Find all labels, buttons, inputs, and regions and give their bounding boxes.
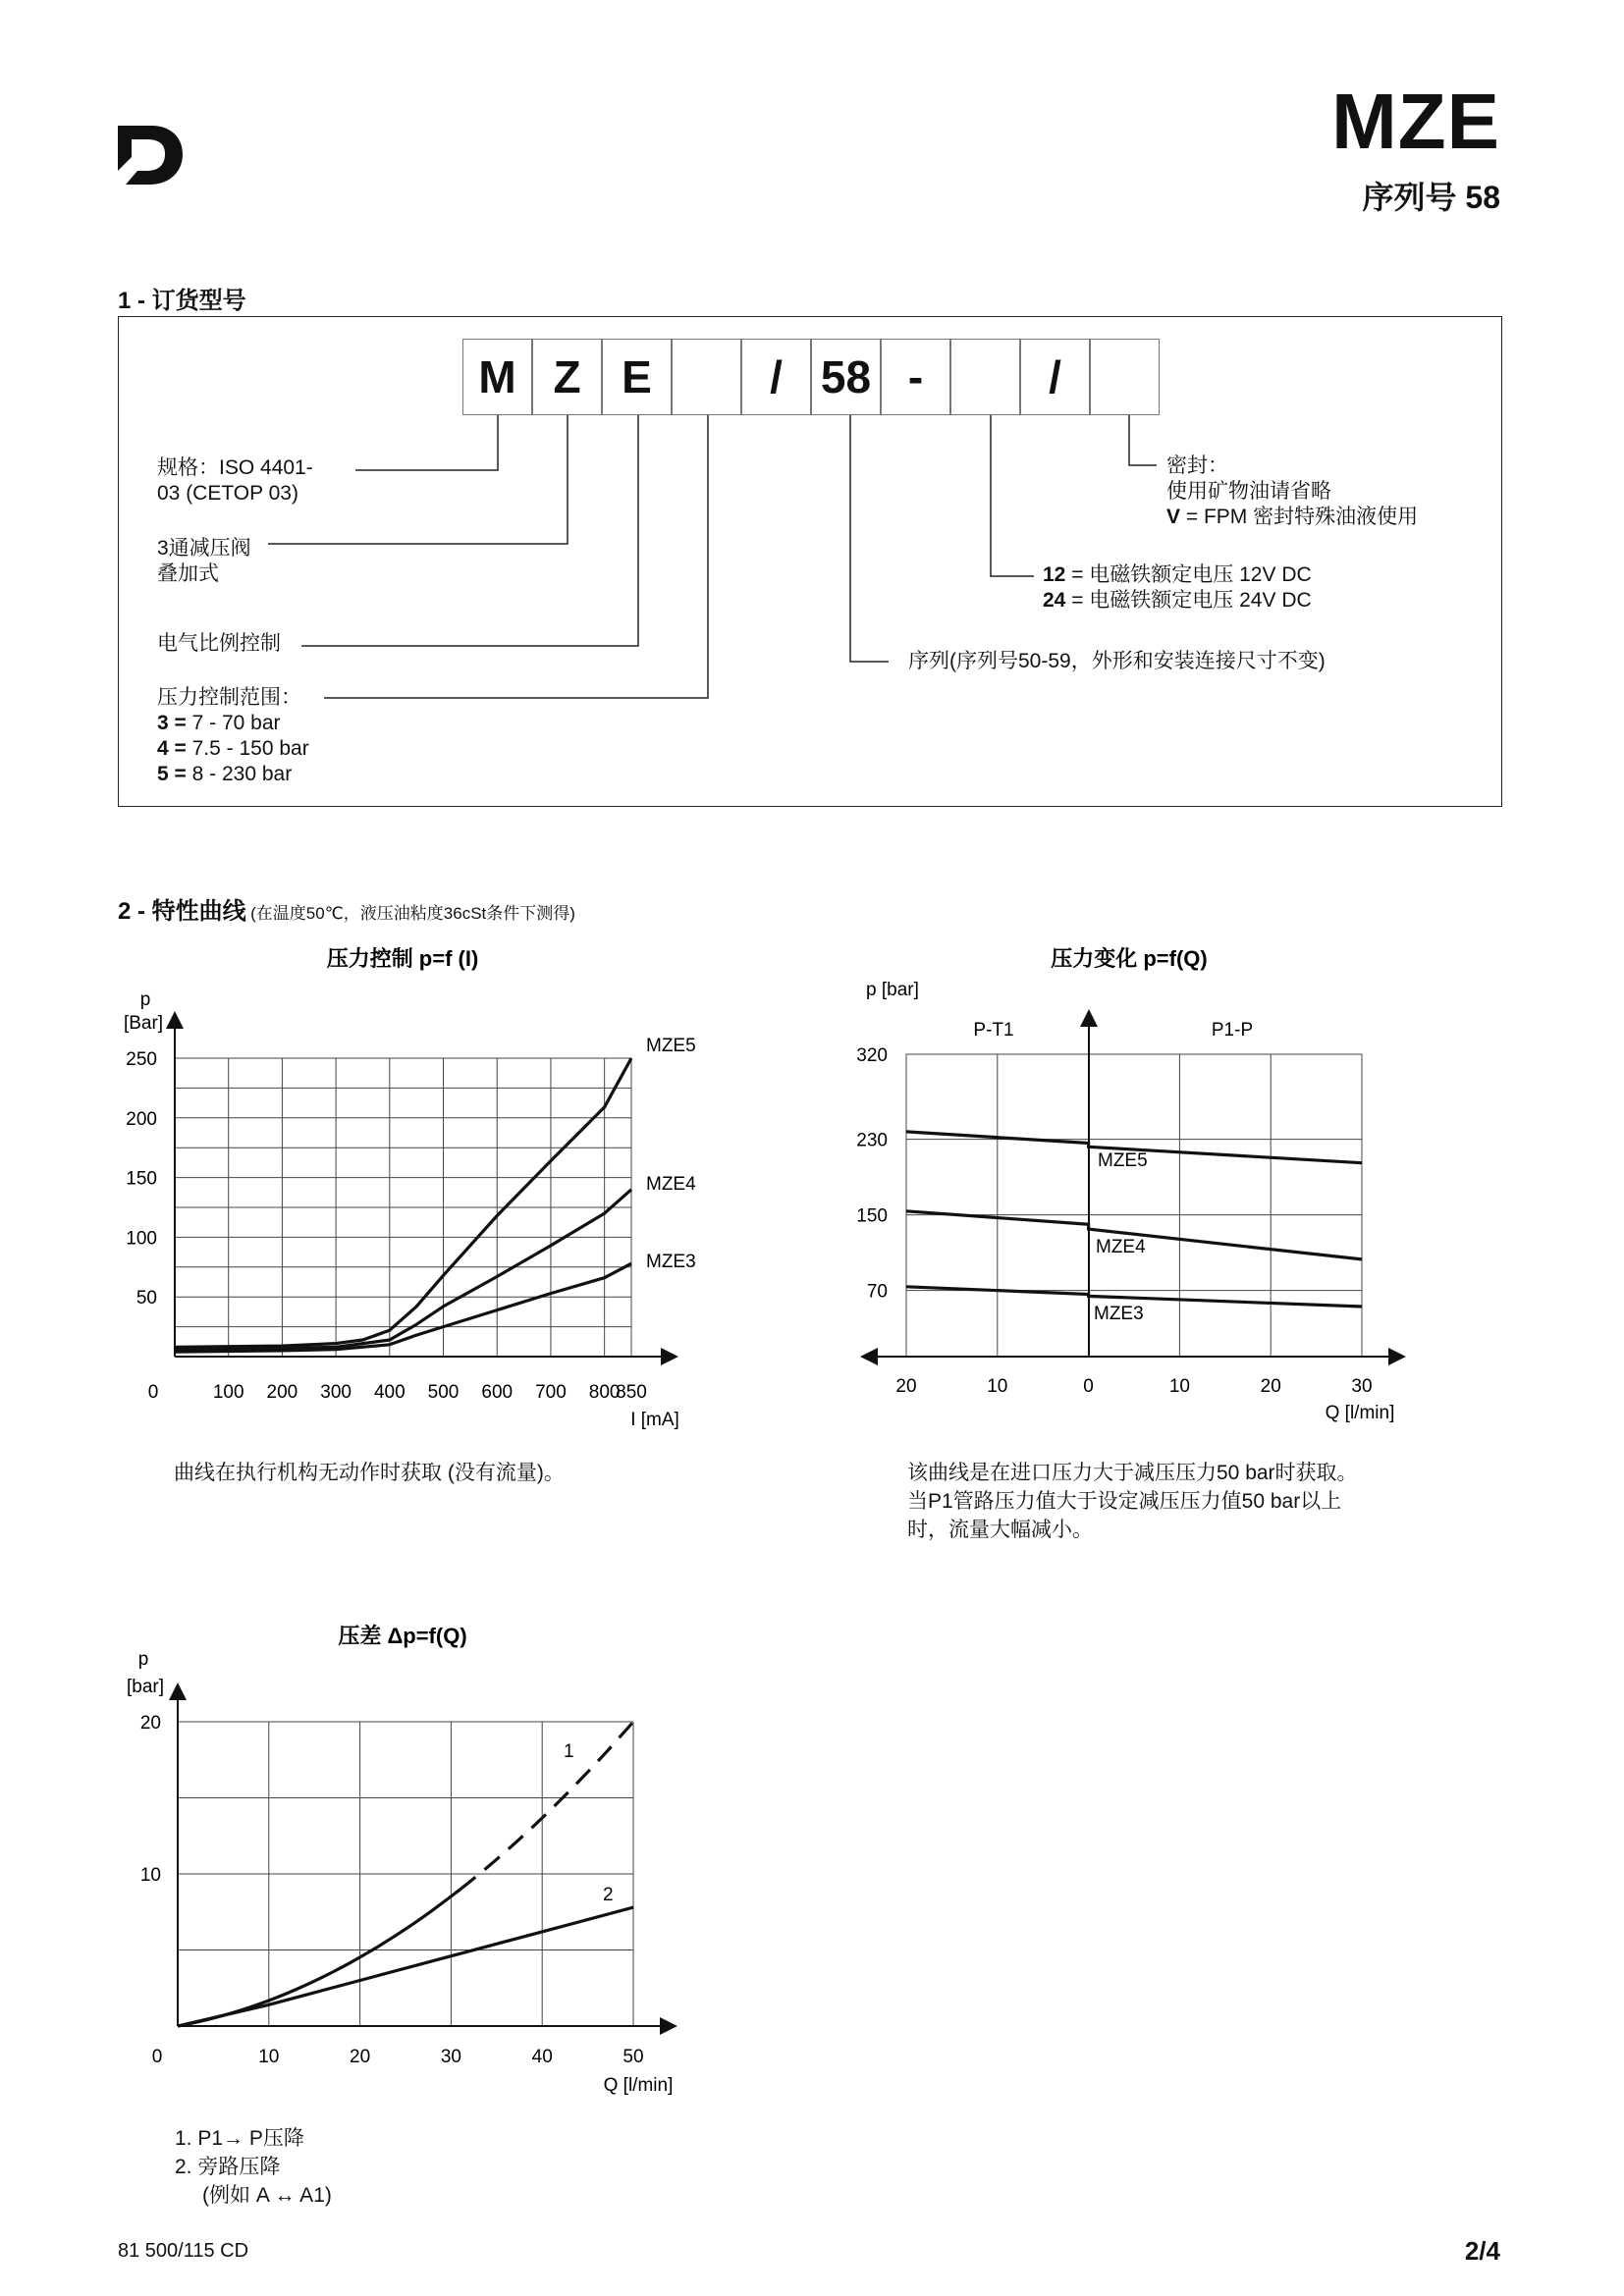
y-tick-label: 70	[866, 1281, 888, 1303]
y-axis-arrow	[169, 1682, 187, 1700]
x-tick-label: 500	[427, 1382, 460, 1403]
chart-pressure-vs-flow	[825, 933, 1434, 1443]
y-axis-label: p	[137, 1649, 149, 1670]
x-tick-label: 30	[1351, 1376, 1373, 1397]
section2-note: (在温度50℃，液压油粘度36cSt条件下测得)	[250, 904, 575, 923]
section2-heading	[118, 891, 575, 926]
y-axis-label: p [bar]	[866, 980, 919, 1000]
series-label: MZE4	[646, 1174, 696, 1195]
y-tick-label: 20	[139, 1713, 161, 1734]
x-tick-label: 30	[440, 2047, 461, 2067]
chart2-note: 该曲线是在进口压力大于减压压力50 bar时获取。 当P1管路压力值大于设定减压压力值50 bar以上 时，流量大幅减小。	[907, 1462, 1358, 1541]
x-tick-label: 600	[481, 1382, 514, 1403]
y-axis-label: [Bar]	[123, 1013, 164, 1034]
chart3-legend: 1. P1→ P压降 2. 旁路压降 (例如 A ↔ A1)	[175, 2127, 332, 2207]
x-tick-label: 200	[266, 1382, 298, 1403]
x-axis-arrow	[661, 1348, 678, 1365]
seal-label: 密封： 使用矿物油请省略 V = FPM 密封特殊油液使用	[1166, 454, 1419, 528]
y-tick-label: 230	[856, 1130, 888, 1151]
x-tick-label: 40	[531, 2047, 553, 2067]
series-number: 序列号 58	[1362, 180, 1500, 215]
x-tick-label: 300	[320, 1382, 352, 1403]
pressure-range-label: 压力控制范围： 3 = 7 - 70 bar 4 = 7.5 - 150 bar 5 = 8 - 230 bar	[157, 686, 309, 785]
size-label: 规格：ISO 4401- 03 (CETOP 03)	[157, 456, 313, 505]
x-tick-label: 20	[1260, 1376, 1281, 1397]
x-axis-label: I [mA]	[630, 1410, 679, 1430]
series-line-mze4	[175, 1190, 631, 1350]
y-axis-arrow	[166, 1011, 184, 1029]
chart-pressure-vs-current	[98, 933, 727, 1443]
code-cell: /	[1020, 339, 1090, 415]
x-tick-label: 0	[1083, 1376, 1094, 1397]
x-tick-label: 0	[147, 1382, 159, 1403]
y-axis-arrow	[1080, 1009, 1098, 1027]
chart-title: 压力控制 p=f (I)	[326, 946, 479, 971]
x-tick-label: 10	[1168, 1376, 1190, 1397]
code-cell: 58	[811, 339, 881, 415]
x-axis-arrow	[660, 2017, 677, 2035]
y-tick-label: 150	[126, 1168, 157, 1190]
x-tick-label: 10	[258, 2047, 280, 2067]
code-cell: Z	[532, 339, 602, 415]
x-tick-label: 800	[588, 1382, 621, 1403]
code-cell: E	[602, 339, 672, 415]
y-tick-label: 250	[126, 1049, 157, 1070]
series-line-1-solid	[178, 1890, 460, 2026]
series-note-label: 序列(序列号50-59，外形和安装连接尺寸不变)	[908, 650, 1326, 672]
valve-type-label: 3通减压阀 叠加式	[157, 537, 251, 585]
code-cell: M	[462, 339, 532, 415]
x-tick-label: 700	[535, 1382, 567, 1403]
region-label: P1-P	[1211, 1020, 1254, 1041]
chart-title: 压力变化 p=f(Q)	[1051, 946, 1208, 971]
series-line-mze5	[175, 1058, 631, 1347]
chart-pressure-drop-vs-flow	[98, 1610, 707, 2110]
series-line-mze3	[175, 1263, 631, 1352]
region-label: P-T1	[973, 1020, 1014, 1041]
series-label: MZE4	[1096, 1237, 1146, 1257]
series-label: 2	[603, 1885, 614, 1905]
x-tick-label: 20	[350, 2047, 371, 2067]
document-code: 81 500/115 CD	[118, 2240, 249, 2262]
code-cell: /	[741, 339, 811, 415]
product-code: MZE	[1331, 78, 1500, 165]
y-tick-label: 100	[126, 1228, 157, 1250]
x-tick-label: 400	[373, 1382, 406, 1403]
x-axis-label: Q [l/min]	[603, 2075, 674, 2096]
code-cell: -	[881, 339, 950, 415]
y-tick-label: 50	[135, 1288, 157, 1309]
x-tick-label: 50	[623, 2047, 644, 2067]
y-axis-label: p	[139, 989, 151, 1010]
x-tick-label: 10	[987, 1376, 1008, 1397]
x-tick-label: 20	[895, 1376, 917, 1397]
page-number: 2/4	[1464, 2236, 1500, 2266]
x-axis-arrow-left	[860, 1348, 878, 1365]
y-tick-label: 320	[856, 1045, 888, 1066]
y-tick-label: 200	[126, 1108, 157, 1130]
x-axis-label: Q [l/min]	[1325, 1403, 1395, 1423]
section2-title: 2 - 特性曲线	[118, 898, 246, 925]
chart1-note: 曲线在执行机构无动作时获取 (没有流量)。	[174, 1462, 565, 1484]
control-label: 电气比例控制	[157, 632, 281, 655]
series-label: MZE3	[646, 1252, 696, 1272]
series-label: 1	[564, 1741, 574, 1762]
series-label: MZE3	[1094, 1304, 1144, 1324]
x-tick-label: 100	[212, 1382, 244, 1403]
series-label: MZE5	[1098, 1150, 1148, 1171]
x-tick-label: 0	[151, 2047, 163, 2067]
y-tick-label: 10	[139, 1865, 161, 1886]
series-label: MZE5	[646, 1036, 696, 1056]
series-line-1-dashed	[460, 1722, 633, 1890]
voltage-label: 12 = 电磁铁额定电压 12V DC 24 = 电磁铁额定电压 24V DC	[1043, 563, 1312, 612]
y-tick-label: 150	[856, 1205, 888, 1227]
x-axis-arrow-right	[1388, 1348, 1406, 1365]
x-tick-label: 850	[616, 1382, 647, 1403]
chart-title: 压差 Δp=f(Q)	[338, 1624, 467, 1648]
y-axis-label: [bar]	[126, 1677, 165, 1697]
section1-title: 1 - 订货型号	[118, 288, 246, 314]
